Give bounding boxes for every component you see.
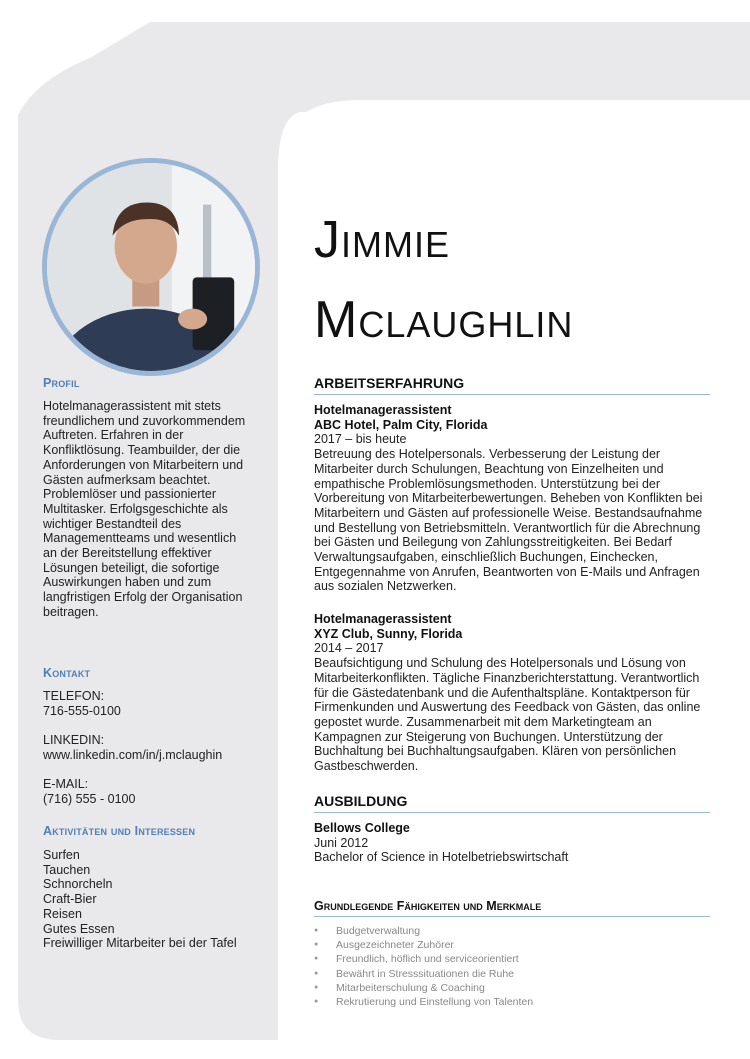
job-dates: 2014 – 2017: [314, 641, 384, 656]
linkedin-label: LINKEDIN:: [43, 733, 105, 747]
job-entry: [314, 612, 714, 774]
activity-item: Schnorcheln: [43, 877, 113, 892]
contact-heading: Kontakt: [43, 666, 91, 680]
name-last: Mclaughlin: [314, 291, 574, 349]
experience-heading: ARBEITSERFAHRUNG: [314, 375, 710, 395]
skill-item: ● Rekrutierung und Einstellung von Talenten: [314, 995, 714, 1009]
education-heading: AUSBILDUNG: [314, 793, 710, 813]
skills-heading: Grundlegende Fähigkeiten und Merkmale: [314, 899, 710, 917]
job-description: Betreuung des Hotelpersonals. Verbesserung der Leistung der Mitarbeiter durch Schulungen, Beachtung von Einzelheiten und empathische Problemlösungsmethoden. Unterstützung bei der Vorbereitung von Mitarbeiterbewertungen. Beheben von Konflikten bei Mitarbeitern und Gästen auf professionelle Weise. Bestandsaufnahme und Bestellung von Betriebsmitteln. Verantwortlich für die Abrechnung bei Gästen und Beilegung von Zahlungsstreitigkeiten. Bei Bedarf Verwaltungsaufgaben, einschließlich Buchungen, Einchecken, Entgegennahme von Anrufen, Beantworten von E-Mails und Anfragen aus sozialen Netzwerken.: [314, 447, 703, 594]
skill-item: ● Freundlich, höflich und serviceorientiert: [314, 952, 714, 966]
email-label: E-MAIL:: [43, 777, 89, 791]
job-company: ABC Hotel, Palm City, Florida: [314, 417, 488, 432]
activities-heading: Aktivitäten und Interessen: [43, 824, 196, 838]
education-degree: Bachelor of Science in Hotelbetriebswirtschaft: [314, 850, 569, 865]
job-title: Hotelmanagerassistent: [314, 403, 452, 417]
education-school: Bellows College: [314, 821, 410, 835]
contact-email: [43, 777, 253, 806]
profile-text: Hotelmanagerassistent mit stets freundlichem und zuvorkommendem Auftreten. Erfahren in der Konfliktlösung. Teambuilder, der die Anforderungen von Mitarbeitern und Gästen aufmerksam beachtet. Problemlöser und passionierter Multitasker. Erfolgsgeschichte als wichtiger Bestandteil des Managementteams und wesentlich an der Bereitstellung effektiver Lösungen beteiligt, die sofortige Auswirkungen haben und zum langfristigen Erfolg der Organisation beitragen.: [43, 399, 246, 619]
linkedin-value[interactable]: www.linkedin.com/in/j.mclaughin: [43, 747, 223, 762]
education-date: Juni 2012: [314, 835, 369, 850]
activity-item: Gutes Essen: [43, 921, 115, 936]
job-title: Hotelmanagerassistent: [314, 612, 452, 626]
phone-label: TELEFON:: [43, 689, 105, 703]
activity-item: Freiwilliger Mitarbeiter bei der Tafel: [43, 936, 237, 951]
profile-photo: [42, 158, 260, 376]
skills-list: [314, 924, 714, 1009]
activity-item: Surfen: [43, 848, 80, 862]
job-dates: 2017 – bis heute: [314, 432, 407, 447]
phone-value: 716-555-0100: [43, 703, 121, 718]
skill-item: ● Budgetverwaltung: [314, 924, 714, 938]
activity-item: Tauchen: [43, 862, 91, 877]
skill-item: ● Mitarbeiterschulung & Coaching: [314, 981, 714, 995]
person-photo-icon: [47, 163, 255, 371]
contact-phone: [43, 689, 253, 718]
name-first: Jimmie: [314, 211, 450, 269]
profile-heading: Profil: [43, 376, 80, 390]
activity-item: Craft-Bier: [43, 892, 97, 907]
contact-linkedin: [43, 733, 253, 762]
job-company: XYZ Club, Sunny, Florida: [314, 626, 463, 641]
job-description: Beaufsichtigung und Schulung des Hotelpersonals und Lösung von Mitarbeiterkonflikten. Tägliche Finanzberichterstattung. Verantwortlich für die Gästedatenbank und die Aufenthaltspläne. Kontaktperson für Firmenkunden und Auswertung des Feedback von Gästen, das online gepostet wurde. Zusammenarbeit mit dem Marketingteam an Kampagnen zur Steigerung von Buchungen. Unterstützung der Buchhaltung bei Buchhaltungsaufgaben. Klären von persönlichen Gastbeschwerden.: [314, 656, 701, 774]
education-entry: [314, 821, 714, 865]
job-entry: [314, 403, 714, 594]
activities-list: [43, 848, 253, 951]
email-value: (716) 555 - 0100: [43, 791, 136, 806]
skill-item: ● Bewährt in Stresssituationen die Ruhe: [314, 967, 714, 981]
skill-item: ● Ausgezeichneter Zuhörer: [314, 938, 714, 952]
activity-item: Reisen: [43, 906, 82, 921]
